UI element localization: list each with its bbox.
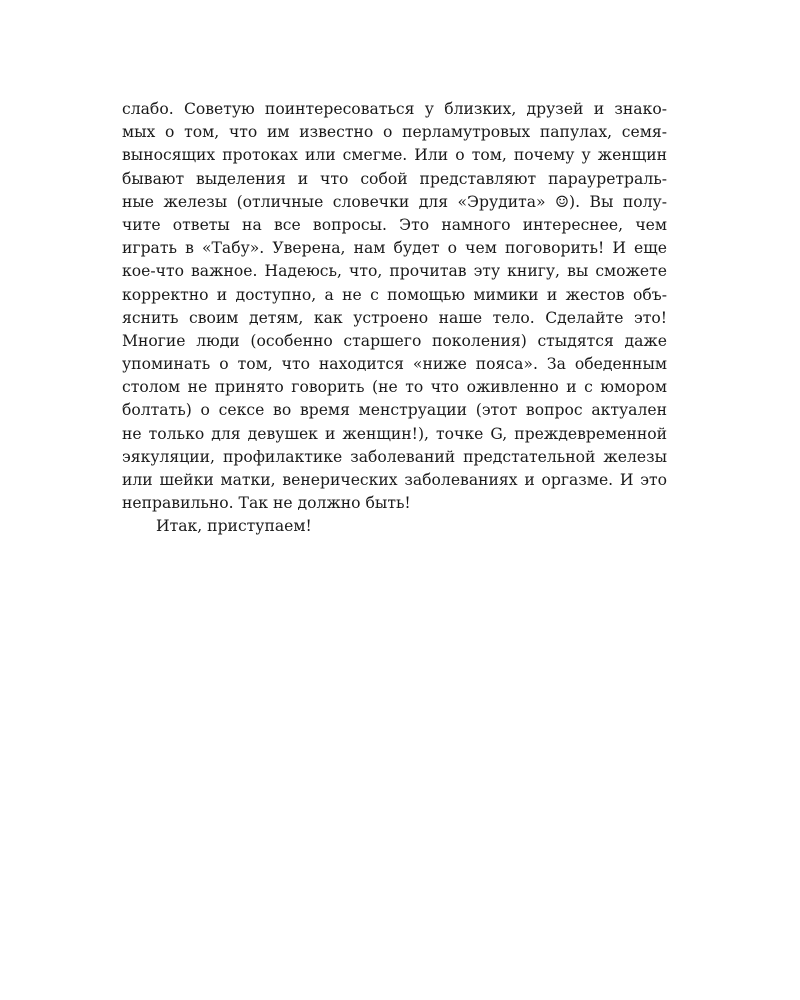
text-line: яснить своим детям, как устроено наше тело. Сделайте это! — [122, 308, 667, 327]
text-line: Многие люди (особенно старшего поколения) стыдятся даже — [122, 331, 667, 350]
text-line: не только для девушек и женщин!), точке G, преждевременной — [122, 424, 667, 443]
text-line: корректно и доступно, а не с помощью мимики и жестов объ- — [122, 285, 667, 304]
text-line: кое-что важное. Надеюсь, что, прочитав эту книгу, вы сможете — [122, 262, 667, 281]
text-line: эякуляции, профилактике заболеваний предстательной железы — [122, 447, 667, 466]
text-line: столом не принято говорить (не то что оживленно и с юмором — [122, 378, 667, 397]
text-line: болтать) о сексе во время менструации (этот вопрос актуален — [122, 401, 667, 420]
text-line: бывают выделения и что собой представляют парауретраль- — [122, 169, 667, 188]
text-line: играть в «Табу». Уверена, нам будет о чем поговорить! И еще — [122, 239, 667, 258]
text-line: неправильно. Так не должно быть! — [122, 494, 411, 513]
text-line: ные железы (отличные словечки для «Эрудита» ☺). Вы полу- — [122, 192, 667, 211]
text-line: выносящих протоках или смегме. Или о том, почему у женщин — [122, 146, 667, 165]
text-line: слабо. Советую поинтересоваться у близких, друзей и знако- — [122, 100, 667, 118]
text-line: упоминать о том, что находится «ниже пояса». За обеденным — [122, 355, 667, 374]
body-text — [122, 98, 667, 539]
text-line: чите ответы на все вопросы. Это намного интереснее, чем — [122, 215, 667, 234]
text-line: или шейки матки, венерических заболеваниях и оргазме. И это — [122, 471, 667, 489]
closing-line: Итак, приступаем! — [156, 517, 312, 536]
text-line: мых о том, что им известно о перламутровых папулах, семя- — [122, 123, 667, 142]
